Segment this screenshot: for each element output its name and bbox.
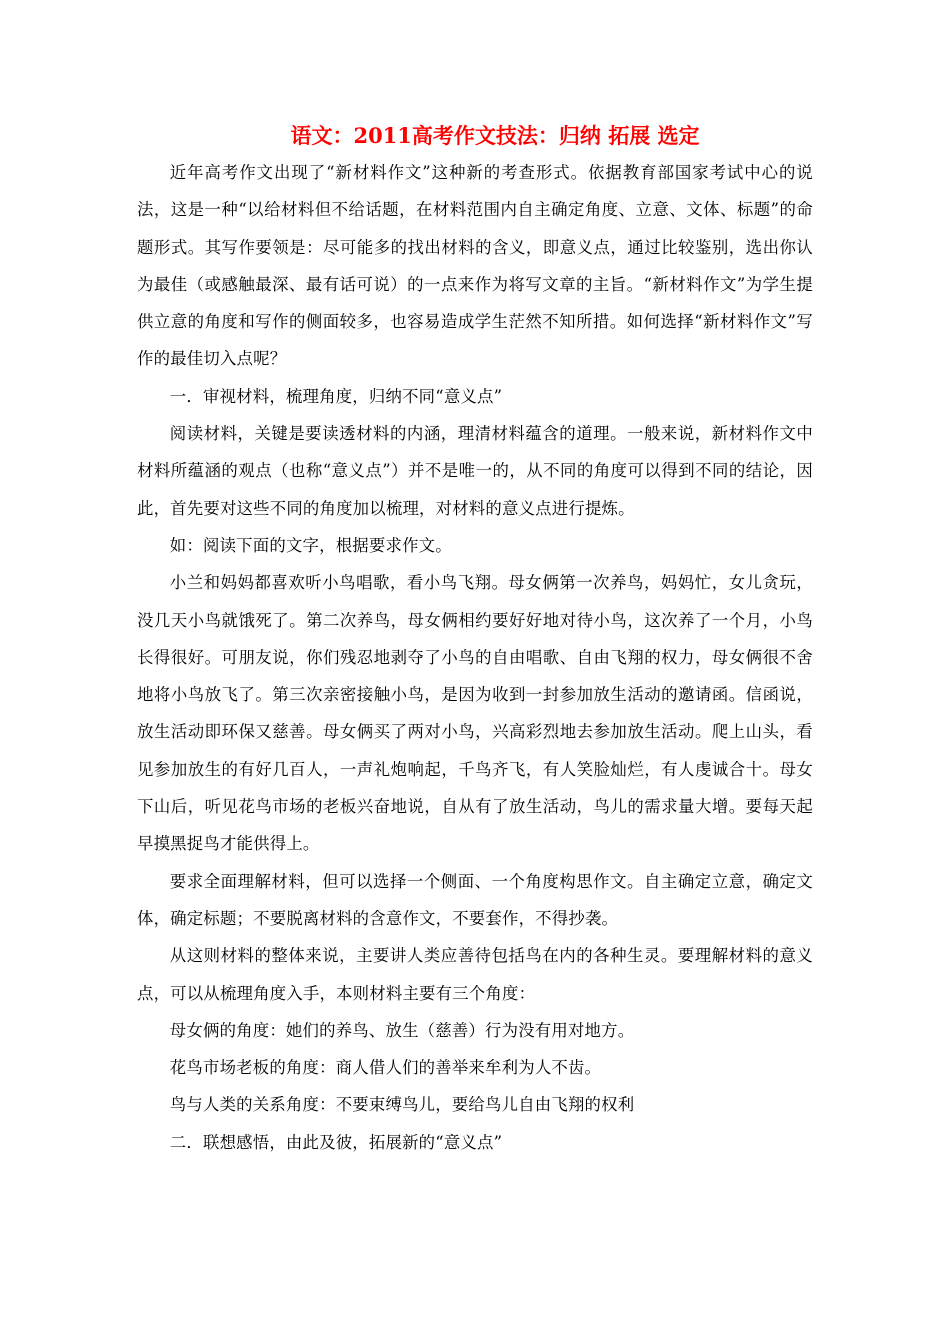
paragraph-intro: 近年高考作文出现了“新材料作文”这种新的考查形式。依据教育部国家考试中心的说法，这是一种“以给材料但不给话题，在材料范围内自主确定角度、立意、文体、标题”的命题形式。其写作要领是：尽可能多的找出材料的含义，即意义点，通过比较鉴别，选出你认为最佳（或感触最深、最有话可说）的一点来作为将写文章的主旨。“新材料作文”为学生提供立意的角度和写作的侧面较多，也容易造成学生茫然不知所措。如何选择“新材料作文”写作的最佳切入点呢？ (137, 163, 813, 369)
paragraph-section-one-heading: 一．审视材料，梳理角度，归纳不同“意义点” (169, 386, 503, 406)
paragraph-analysis: 从这则材料的整体来说，主要讲人类应善待包括鸟在内的各种生灵。要理解材料的意义点，可以从梳理角度入手，本则材料主要有三个角度： (137, 946, 813, 1003)
paragraph-section-two-heading: 二．联想感悟，由此及彼，拓展新的“意义点” (169, 1132, 503, 1152)
paragraph-story: 小兰和妈妈都喜欢听小鸟唱歌，看小鸟飞翔。母女俩第一次养鸟，妈妈忙，女儿贪玩，没几天小鸟就饿死了。第二次养鸟，母女俩相约要好好地对待小鸟，这次养了一个月，小鸟长得很好。可朋友说，你们残忍地剥夺了小鸟的自由唱歌、自由飞翔的权力，母女俩很不舍地将小鸟放飞了。第三次亲密接触小鸟，是因为收到一封参加放生活动的邀请函。信函说，放生活动即环保又慈善。母女俩买了两对小鸟，兴高彩烈地去参加放生活动。爬上山头，看见参加放生的有好几百人，一声礼炮响起，千鸟齐飞，有人笑脸灿烂，有人虔诚合十。母女下山后，听见花鸟市场的老板兴奋地说，自从有了放生活动，鸟儿的需求量大增。要每天起早摸黑捉鸟才能供得上。 (137, 573, 813, 854)
paragraph-angle-mother-daughter: 母女俩的角度：她们的养鸟、放生（慈善）行为没有用对地方。 (169, 1020, 635, 1040)
paragraph-angle-bird-human: 鸟与人类的关系角度：不要束缚鸟儿，要给鸟儿自由飞翔的权利 (169, 1095, 635, 1115)
document-title: 语文：2011高考作文技法：归纳 拓展 选定 (290, 123, 700, 148)
paragraph-angle-shop-owner: 花鸟市场老板的角度：商人借人们的善举来牟利为人不齿。 (169, 1058, 602, 1078)
document-page (137, 118, 813, 1161)
paragraph-requirements: 要求全面理解材料，但可以选择一个侧面、一个角度构思作文。自主确定立意，确定文体，确定标题；不要脱离材料的含意作文，不要套作，不得抄袭。 (137, 871, 813, 928)
paragraph-reading-material: 阅读材料，关键是要读透材料的内涵，理清材料蕴含的道理。一般来说，新材料作文中材料所蕴涵的观点（也称“意义点”）并不是唯一的，从不同的角度可以得到不同的结论，因此，首先要对这些不同的角度加以梳理，对材料的意义点进行提炼。 (137, 424, 813, 518)
paragraph-example-prompt: 如：阅读下面的文字，根据要求作文。 (169, 535, 452, 555)
